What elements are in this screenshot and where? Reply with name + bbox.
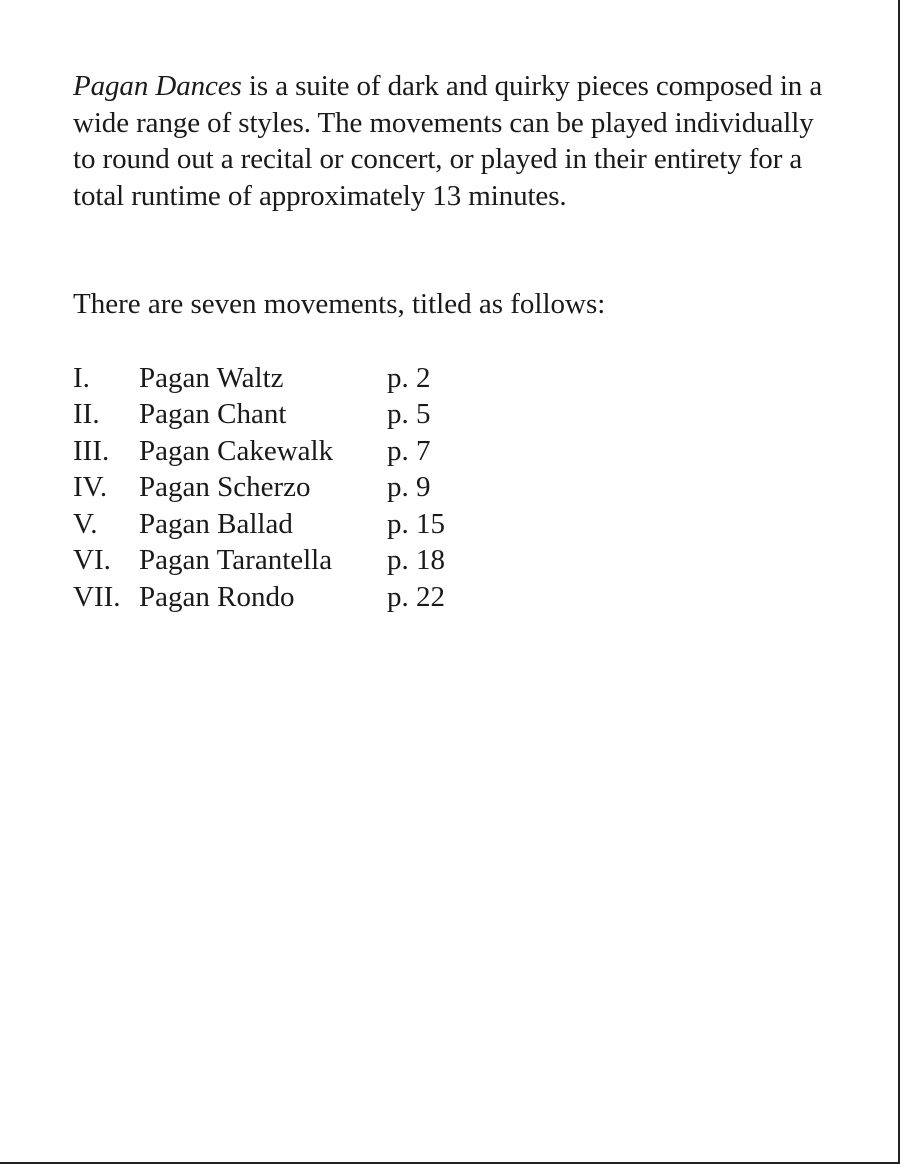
- movement-title: Pagan Ballad: [139, 507, 293, 540]
- movement-page: p. 2: [387, 361, 431, 394]
- movement-numeral: VI.: [73, 544, 111, 577]
- movement-numeral: III.: [73, 434, 110, 467]
- movement-page: p. 18: [387, 544, 445, 577]
- movement-title: Pagan Tarantella: [139, 544, 333, 577]
- movements-intro: There are seven movements, titled as follows:: [73, 288, 606, 320]
- movement-row: [73, 433, 445, 470]
- movement-page: p. 5: [387, 398, 431, 431]
- movement-row: [73, 543, 445, 580]
- movement-numeral: V.: [73, 507, 98, 540]
- work-title: Pagan Dances: [73, 70, 242, 102]
- intro-paragraph: [73, 68, 833, 214]
- movement-title: Pagan Rondo: [139, 580, 295, 613]
- movement-list: [73, 360, 445, 616]
- movement-page: p. 9: [387, 471, 431, 504]
- movement-row: [73, 579, 445, 616]
- movement-numeral: VII.: [73, 580, 121, 613]
- movement-title: Pagan Cakewalk: [139, 434, 334, 467]
- movement-row: [73, 470, 445, 507]
- movement-numeral: II.: [73, 398, 100, 431]
- movement-page: p. 7: [387, 434, 431, 467]
- movement-numeral: I.: [73, 361, 90, 394]
- movement-row: [73, 360, 445, 397]
- movement-title: Pagan Chant: [139, 398, 287, 431]
- movement-page: p. 22: [387, 580, 445, 613]
- movement-numeral: IV.: [73, 471, 108, 504]
- movement-row: [73, 397, 445, 434]
- movement-page: p. 15: [387, 507, 445, 540]
- movement-title: Pagan Waltz: [139, 361, 284, 394]
- movement-row: [73, 506, 445, 543]
- movement-title: Pagan Scherzo: [139, 471, 311, 504]
- intro-text: is a suite of dark and quirky pieces composed in a wide range of styles. The movements can be played individually to round out a recital or concert, or played in their entirety for a total runtime of approximately 13 minutes.: [73, 70, 823, 212]
